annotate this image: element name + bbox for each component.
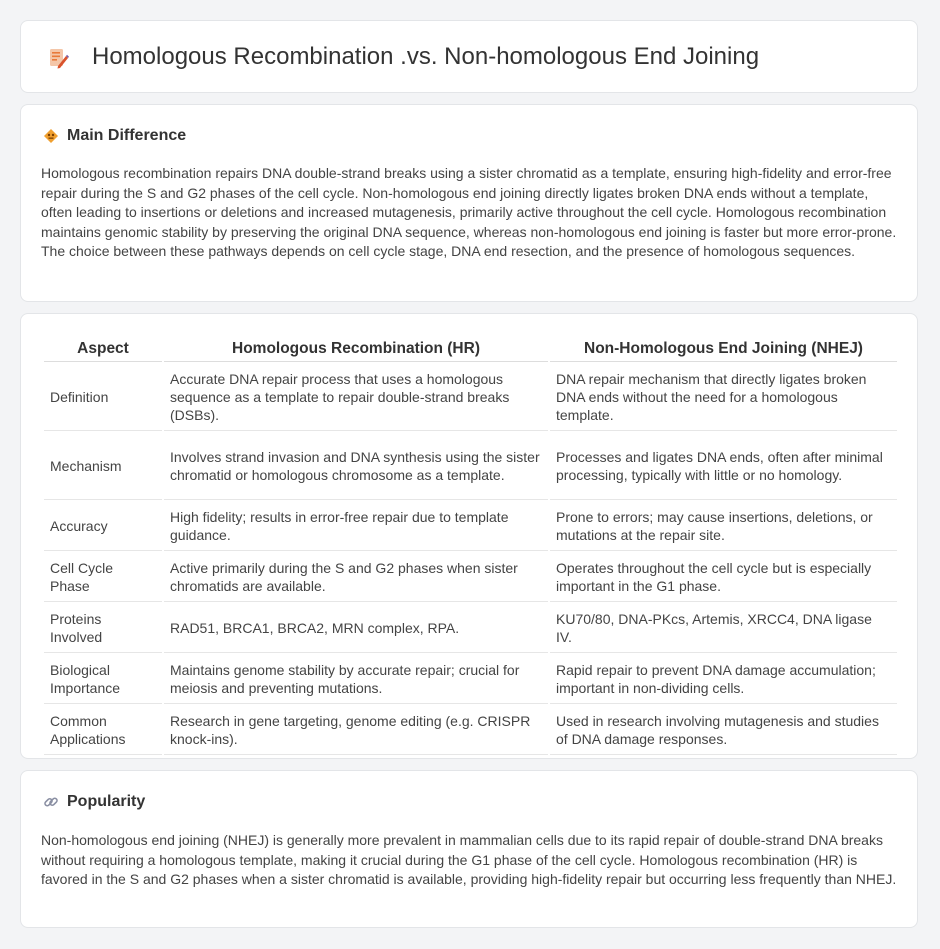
table-row	[44, 655, 897, 704]
comparison-table	[42, 334, 899, 757]
nhej-cell: Used in research involving mutagenesis and studies of DNA damage responses.	[550, 706, 897, 755]
column-header: Homologous Recombination (HR)	[164, 336, 548, 362]
aspect-cell: Accuracy	[44, 502, 162, 551]
nhej-cell: Processes and ligates DNA ends, often after minimal processing, typically with little or no homology.	[550, 433, 897, 500]
popularity-heading: Popularity	[67, 793, 146, 810]
aspect-cell: Cell Cycle Phase	[44, 553, 162, 602]
hr-cell: High fidelity; results in error-free repair due to template guidance.	[164, 502, 548, 551]
hr-cell: Active primarily during the S and G2 phases when sister chromatids are available.	[164, 553, 548, 602]
hr-cell: Accurate DNA repair process that uses a homologous sequence as a template to repair double-strand breaks (DSBs).	[164, 364, 548, 431]
aspect-cell: Proteins Involved	[44, 604, 162, 653]
table-row	[44, 706, 897, 755]
hr-cell: Involves strand invasion and DNA synthesis using the sister chromatid or homologous chromosome as a template.	[164, 433, 548, 500]
popularity-text: Non-homologous end joining (NHEJ) is generally more prevalent in mammalian cells due to its rapid repair of double-strand DNA breaks without requiring a homologous template, making it crucial during the G1 phase of the cell cycle. Homologous recombination (HR) is favored in the S and G2 phases when a sister chromatid is available, providing high-fidelity repair but occurring less frequently than NHEJ.	[41, 832, 897, 887]
table-header-row	[44, 336, 897, 362]
table-row	[44, 502, 897, 551]
main-difference-text: Homologous recombination repairs DNA double-strand breaks using a sister chromatid as a template, ensuring high-fidelity and error-free repair during the S and G2 phases of the cell cycle. Non-homologous end joining directly ligates broken DNA ends without a template, often leading to insertions or deletions and increased mutagenesis, primarily active throughout the cell cycle. Homologous recombination maintains genomic stability by preserving the original DNA sequence, whereas non-homologous end joining is faster but more error-prone. The choice between these pathways depends on cell cycle stage, DNA end resection, and the presence of homologous sequences.	[41, 165, 897, 259]
main-difference-heading: Main Difference	[67, 127, 187, 144]
hr-cell: Research in gene targeting, genome editing (e.g. CRISPR knock-ins).	[164, 706, 548, 755]
hr-cell: RAD51, BRCA1, BRCA2, MRN complex, RPA.	[164, 604, 548, 653]
column-header: Non-Homologous End Joining (NHEJ)	[550, 336, 897, 362]
nhej-cell: KU70/80, DNA-PKcs, Artemis, XRCC4, DNA ligase IV.	[550, 604, 897, 653]
table-row	[44, 604, 897, 653]
aspect-cell: Mechanism	[44, 433, 162, 500]
comparison-table-card	[20, 313, 918, 759]
hr-cell: Maintains genome stability by accurate repair; crucial for meiosis and preventing mutations.	[164, 655, 548, 704]
nhej-cell: Operates throughout the cell cycle but is especially important in the G1 phase.	[550, 553, 897, 602]
nhej-cell: Prone to errors; may cause insertions, deletions, or mutations at the repair site.	[550, 502, 897, 551]
nhej-cell: Rapid repair to prevent DNA damage accumulation; important in non-dividing cells.	[550, 655, 897, 704]
title-card	[20, 20, 918, 93]
table-row	[44, 553, 897, 602]
column-header: Aspect	[44, 336, 162, 362]
nhej-cell: DNA repair mechanism that directly ligates broken DNA ends without the need for a homologous template.	[550, 364, 897, 431]
document-edit-icon	[47, 47, 69, 69]
aspect-cell: Common Applications	[44, 706, 162, 755]
page-title: Homologous Recombination .vs. Non-homologous End Joining	[92, 43, 760, 70]
aspect-cell: Biological Importance	[44, 655, 162, 704]
main-difference-section	[20, 104, 918, 302]
aspect-cell: Definition	[44, 364, 162, 431]
table-row	[44, 433, 897, 500]
popularity-section	[20, 770, 918, 928]
diamond-warning-icon	[43, 128, 59, 144]
table-row	[44, 364, 897, 431]
link-icon	[43, 794, 59, 810]
